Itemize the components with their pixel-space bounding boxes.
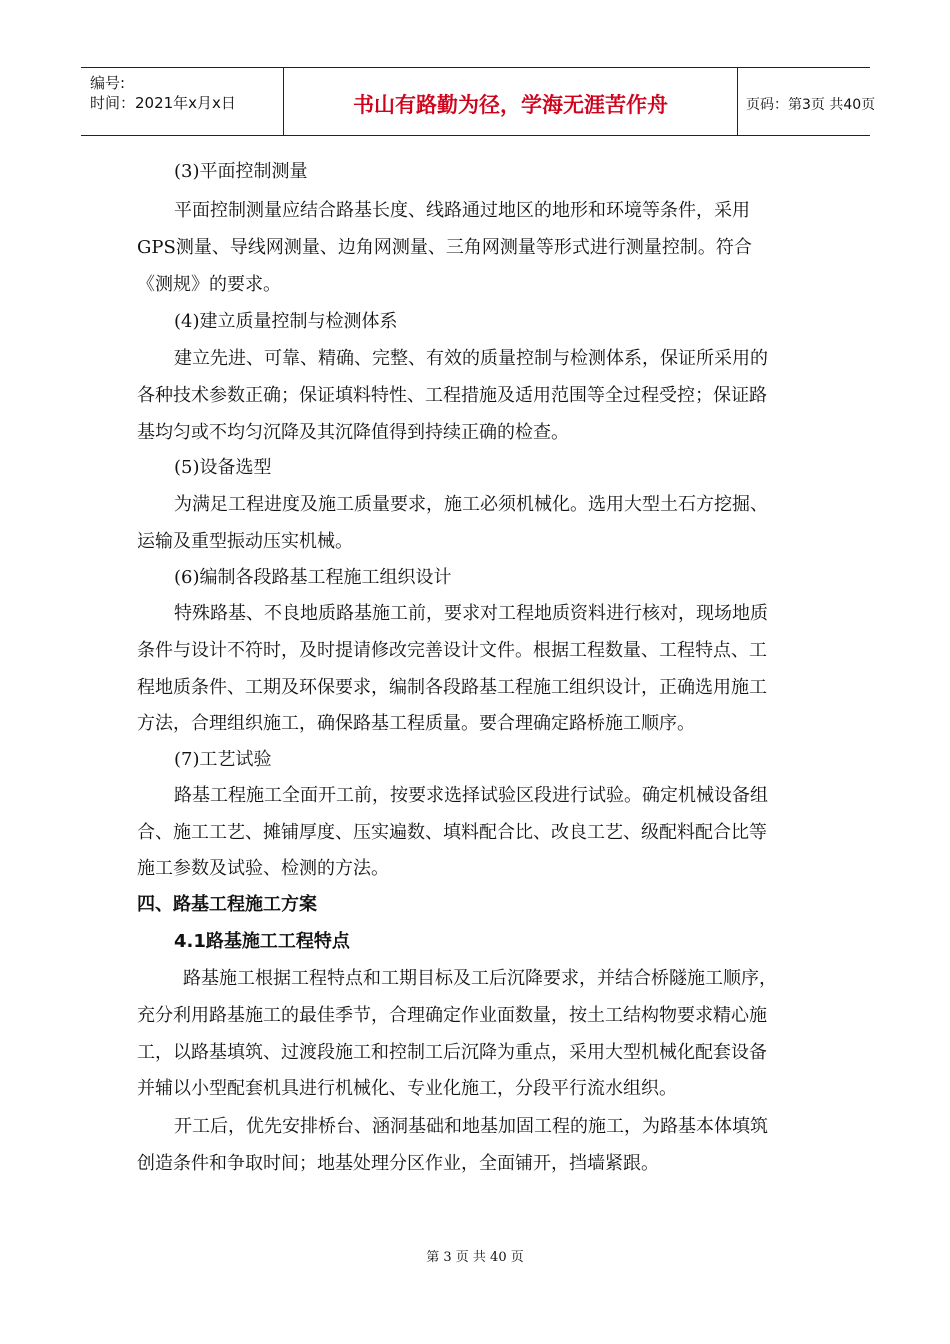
paragraph-line: 基均匀或不均匀沉降及其沉降值得到持续正确的检查。 (137, 422, 569, 443)
paragraph-line: 建立先进、可靠、精确、完整、有效的质量控制与检测体系，保证所采用的 (174, 348, 768, 369)
paragraph-line: 并辅以小型配套机具进行机械化、专业化施工，分段平行流水组织。 (137, 1078, 677, 1099)
subsection-heading: (6)编制各段路基工程施工组织设计 (174, 567, 452, 588)
paragraph-line: 平面控制测量应结合路基长度、线路通过地区的地形和环境等条件，采用 (174, 200, 750, 221)
header-meta-cell (81, 68, 283, 135)
paragraph-line: 合、施工工艺、摊铺厚度、压实遍数、填料配合比、改良工艺、级配料配合比等 (137, 822, 767, 843)
subsection-heading: (7)工艺试验 (174, 749, 272, 770)
paragraph-line: 运输及重型振动压实机械。 (137, 531, 353, 552)
paragraph-line: 《测规》的要求。 (137, 274, 281, 295)
paragraph-line: 程地质条件、工期及环保要求，编制各段路基工程施工组织设计，正确选用施工 (137, 677, 767, 698)
page-footer: 第 3 页 共 40 页 (426, 1250, 524, 1265)
paragraph-line: 方法，合理组织施工，确保路基工程质量。要合理确定路桥施工顺序。 (137, 713, 695, 734)
paragraph-line: 特殊路基、不良地质路基施工前，要求对工程地质资料进行核对，现场地质 (174, 603, 768, 624)
document-header (81, 67, 876, 136)
paragraph-line: 充分利用路基施工的最佳季节，合理确定作业面数量，按土工结构物要求精心施 (137, 1005, 767, 1026)
subsection-heading-bold: 4.1路基施工工程特点 (174, 931, 350, 952)
paragraph-line: 工，以路基填筑、过渡段施工和控制工后沉降为重点，采用大型机械化配套设备 (137, 1042, 767, 1063)
paragraph-line: 施工参数及试验、检测的方法。 (137, 858, 389, 879)
paragraph-line: 各种技术参数正确；保证填料特性、工程措施及适用范围等全过程受控；保证路 (137, 385, 767, 406)
header-page-info: 页码：第3页 共40页 (746, 97, 876, 113)
paragraph-line: 为满足工程进度及施工质量要求，施工必须机械化。选用大型土石方挖掘、 (174, 494, 768, 515)
section-heading: 四、路基工程施工方案 (137, 894, 317, 915)
paragraph-line: 路基施工根据工程特点和工期目标及工后沉降要求，并结合桥隧施工顺序， (183, 968, 777, 989)
subsection-heading: (3)平面控制测量 (174, 161, 308, 182)
header-page-cell (738, 68, 876, 135)
document-date-label: 时间：2021年x月x日 (90, 94, 236, 112)
header-motto: 书山有路勤为径，学海无涯苦作舟 (353, 93, 668, 117)
paragraph-line: 创造条件和争取时间；地基处理分区作业，全面铺开，挡墙紧跟。 (137, 1153, 659, 1174)
paragraph-line: 开工后，优先安排桥台、涵洞基础和地基加固工程的施工，为路基本体填筑 (174, 1116, 768, 1137)
subsection-heading: (5)设备选型 (174, 457, 272, 478)
paragraph-line: 条件与设计不符时，及时提请修改完善设计文件。根据工程数量、工程特点、工 (137, 640, 767, 661)
subsection-heading: (4)建立质量控制与检测体系 (174, 311, 398, 332)
header-motto-cell (283, 68, 738, 135)
document-number-label: 编号: (90, 74, 126, 92)
paragraph-line: 路基工程施工全面开工前，按要求选择试验区段进行试验。确定机械设备组 (174, 785, 768, 806)
paragraph-line: GPS测量、导线网测量、边角网测量、三角网测量等形式进行测量控制。符合 (137, 237, 752, 258)
